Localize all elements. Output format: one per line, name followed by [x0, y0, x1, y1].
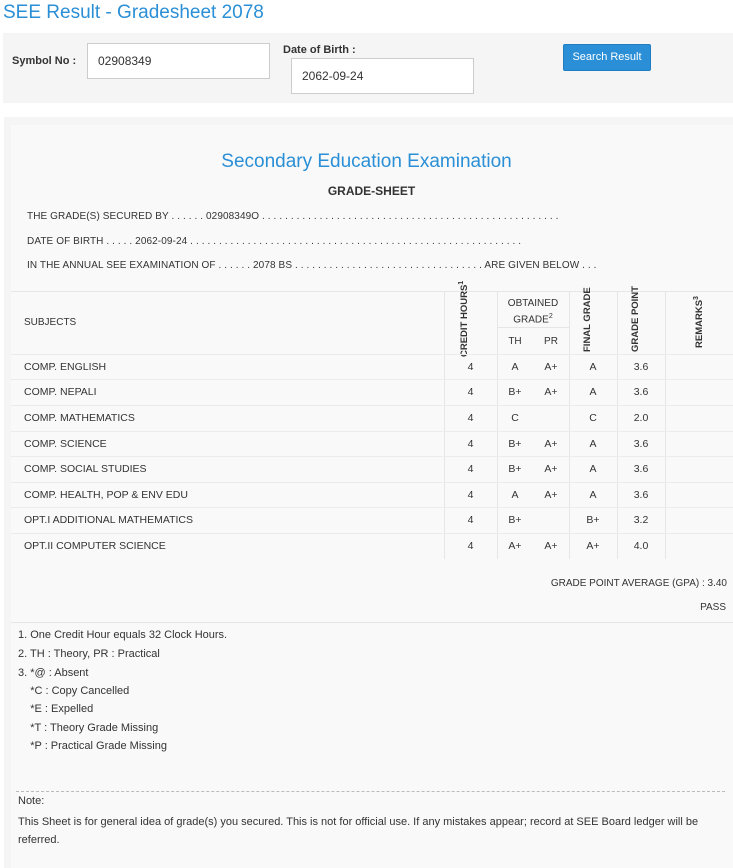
header-th: TH: [508, 336, 522, 347]
grade-pr: [533, 406, 569, 431]
credit-hours: 4: [467, 386, 474, 398]
footnote-2: 2. TH : Theory, PR : Practical: [18, 648, 160, 660]
grade-point: 3.2: [633, 514, 649, 526]
subject-name: OPT.II COMPUTER SCIENCE: [24, 540, 166, 552]
symbol-input[interactable]: 02908349: [87, 43, 270, 79]
grade-th: B+: [508, 438, 522, 450]
grade-pr: A+: [544, 540, 558, 552]
header-pr: PR: [544, 336, 558, 347]
grade-point: 4.0: [633, 540, 649, 552]
grade-th: B+: [508, 386, 522, 398]
grade-th: C: [511, 412, 519, 424]
grade-point: 3.6: [633, 463, 649, 475]
subject-name: COMP. ENGLISH: [24, 361, 107, 373]
grade-point: 2.0: [633, 412, 649, 424]
header-obtained-grade: OBTAINED GRADE$^2$: [507, 298, 559, 326]
table-row: [11, 431, 733, 457]
gradesheet-title: GRADE-SHEET: [327, 184, 416, 198]
header-grade-point: GRADE POINT: [630, 286, 641, 352]
grade-th: B+: [508, 463, 522, 475]
credit-hours: 4: [467, 438, 474, 450]
table-row: [11, 456, 733, 482]
grade-th: B+: [508, 514, 522, 526]
secured-by-line: THE GRADE(S) SECURED BY . . . . . . 02908349O . . . . . . . . . . . . . . . . . . . . . . . . . . . . . . . . . . . . . . . . . . . . . . . . . . . .: [27, 211, 559, 222]
footnote-3p: *P : Practical Grade Missing: [18, 740, 167, 752]
header-remarks: REMARKS$^3$: [693, 296, 706, 348]
final-grade: A+: [586, 540, 600, 552]
footnote-3t: *T : Theory Grade Missing: [18, 722, 159, 734]
final-grade: A: [589, 386, 597, 398]
subject-name: COMP. MATHEMATICS: [24, 412, 135, 424]
footnote-3: 3. *@ : Absent: [18, 667, 89, 679]
note-label: Note:: [18, 795, 45, 807]
header-final-grade: FINAL GRADE: [582, 287, 593, 352]
credit-hours: 4: [467, 489, 474, 501]
table-row: [11, 533, 733, 559]
grade-pr: A+: [544, 463, 558, 475]
subject-name: COMP. NEPALI: [24, 386, 97, 398]
final-grade: C: [589, 412, 597, 424]
grade-th: A: [511, 489, 519, 501]
grade-pr: [533, 508, 569, 533]
exam-title: Secondary Education Examination: [221, 151, 512, 172]
credit-hours: 4: [467, 361, 474, 373]
table-row: [11, 379, 733, 405]
credit-hours: 4: [467, 463, 474, 475]
result-status: PASS: [700, 602, 726, 613]
subject-name: COMP. SCIENCE: [24, 438, 107, 450]
final-grade: A: [589, 438, 597, 450]
credit-hours: 4: [467, 514, 474, 526]
footnote-3e: *E : Expelled: [18, 703, 94, 715]
grade-point: 3.6: [633, 361, 649, 373]
grade-pr: A+: [544, 489, 558, 501]
grade-point: 3.6: [633, 438, 649, 450]
credit-hours: 4: [467, 540, 474, 552]
footnote-3c: *C : Copy Cancelled: [18, 685, 130, 697]
table-row: [11, 482, 733, 508]
header-credit-hours: CREDIT HOURS$^1$: [458, 280, 471, 357]
page-title: SEE Result - Gradesheet 2078: [3, 2, 264, 23]
grade-point: 3.6: [633, 489, 649, 501]
symbol-label: Symbol No :: [12, 55, 77, 67]
subject-name: OPT.I ADDITIONAL MATHEMATICS: [24, 514, 193, 526]
dob-input[interactable]: 2062-09-24: [291, 58, 474, 94]
search-result-button[interactable]: Search Result: [563, 44, 651, 71]
grade-pr: A+: [544, 438, 558, 450]
table-row: [11, 354, 733, 380]
dob-label: Date of Birth :: [283, 44, 356, 56]
dob-line: DATE OF BIRTH . . . . . 2062-09-24 . . . . . . . . . . . . . . . . . . . . . . . . . . . . . . . . . . . . . . . . . . . . . . . . . . . . . . . . . .: [27, 236, 522, 247]
exam-line: IN THE ANNUAL SEE EXAMINATION OF . . . . . . 2078 BS . . . . . . . . . . . . . . . . . . . . . . . . . . . . . . . . . ARE GIVEN BELOW . . .: [27, 260, 597, 271]
table-row: [11, 507, 733, 533]
gpa-summary: GRADE POINT AVERAGE (GPA) : 3.40: [550, 578, 727, 589]
table-header: [11, 280, 733, 357]
subject-name: COMP. SOCIAL STUDIES: [24, 463, 147, 475]
grade-pr: A+: [544, 361, 558, 373]
grade-point: 3.6: [633, 386, 649, 398]
grade-th: A+: [508, 540, 522, 552]
grade-th: A: [511, 361, 519, 373]
table-row: [11, 405, 733, 431]
final-grade: A: [589, 361, 597, 373]
footnote-1: 1. One Credit Hour equals 32 Clock Hours.: [18, 629, 228, 641]
final-grade: A: [589, 463, 597, 475]
final-grade: A: [589, 489, 597, 501]
subject-name: COMP. HEALTH, POP & ENV EDU: [24, 489, 188, 501]
grade-pr: A+: [544, 386, 558, 398]
note-divider: [16, 791, 725, 792]
header-subjects: SUBJECTS: [24, 317, 77, 328]
credit-hours: 4: [467, 412, 474, 424]
final-grade: B+: [586, 514, 600, 526]
note-text: This Sheet is for general idea of grade(s) you secured. This is not for official use. If any mistakes appear; record at SEE Board ledger will be referred.: [18, 816, 699, 846]
